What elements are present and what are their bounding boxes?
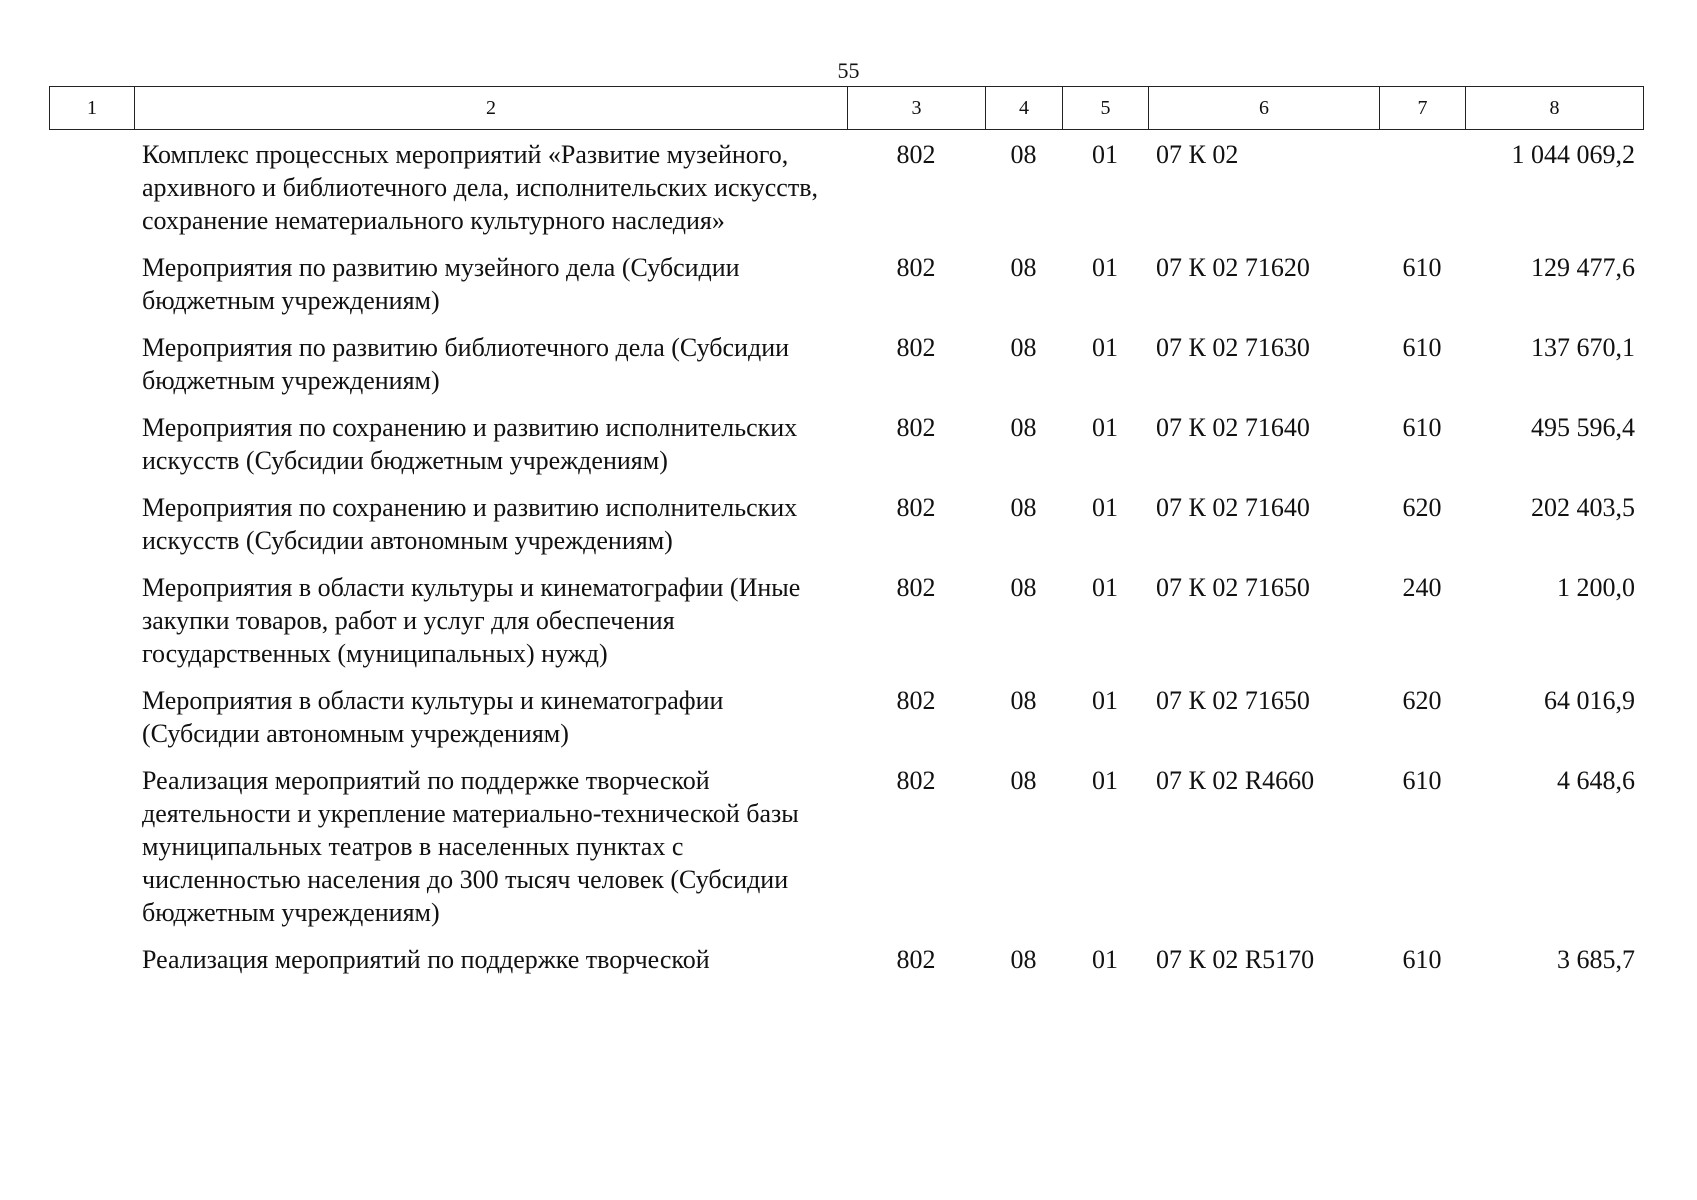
row-col1-cell bbox=[49, 764, 134, 943]
row-expense-type bbox=[1379, 138, 1465, 251]
row-amount: 3 685,7 bbox=[1557, 945, 1635, 974]
row-expense-type: 620 bbox=[1402, 493, 1442, 522]
row-col1-cell bbox=[49, 491, 134, 571]
row-subsection-code: 01 bbox=[1092, 413, 1118, 442]
row-subsection-code: 01 bbox=[1092, 493, 1118, 522]
row-amount: 1 044 069,2 bbox=[1511, 140, 1635, 169]
row-target-article: 07 К 02 R5170 bbox=[1156, 945, 1315, 974]
row-description: Мероприятия по развитию музейного дела (Субсидии бюджетным учреждениям) bbox=[142, 253, 740, 315]
row-expense-type: 610 bbox=[1402, 413, 1442, 442]
row-ministry-code: 802 bbox=[896, 140, 936, 169]
row-expense-type: 610 bbox=[1402, 253, 1442, 282]
row-target-article: 07 К 02 R4660 bbox=[1156, 766, 1315, 795]
row-expense-type: 620 bbox=[1402, 686, 1442, 715]
row-target-article: 07 К 02 71640 bbox=[1156, 493, 1310, 522]
row-description: Реализация мероприятий по поддержке творческой bbox=[142, 945, 710, 974]
row-target-article: 07 К 02 71630 bbox=[1156, 333, 1310, 362]
header-cell-6: 6 bbox=[1149, 87, 1380, 130]
header-cell-3: 3 bbox=[848, 87, 986, 130]
row-amount: 4 648,6 bbox=[1557, 766, 1635, 795]
row-section-code: 08 bbox=[1010, 766, 1037, 795]
row-amount: 495 596,4 bbox=[1531, 413, 1635, 442]
row-section-code: 08 bbox=[1010, 140, 1037, 169]
row-description: Мероприятия в области культуры и кинематографии (Иные закупки товаров, работ и услуг для обеспечения государственных (муниципальных) нужд) bbox=[142, 573, 801, 668]
row-col1-cell bbox=[49, 331, 134, 411]
budget-table-body bbox=[49, 138, 1643, 990]
table-row bbox=[49, 943, 1643, 990]
row-target-article: 07 К 02 71640 bbox=[1156, 413, 1310, 442]
row-target-article: 07 К 02 bbox=[1156, 140, 1239, 169]
row-expense-type: 610 bbox=[1402, 945, 1442, 974]
row-expense-type: 610 bbox=[1402, 333, 1442, 362]
row-amount: 137 670,1 bbox=[1531, 333, 1635, 362]
header-cell-8: 8 bbox=[1466, 87, 1644, 130]
row-description: Реализация мероприятий по поддержке творческой деятельности и укрепление материально-технической базы муниципальных театров в населенных пунктах с численностью населения до 300 тысяч человек (Субсидии бюджетным учреждениям) bbox=[142, 766, 799, 927]
row-col1-cell bbox=[49, 138, 134, 251]
header-cell-5: 5 bbox=[1063, 87, 1149, 130]
row-section-code: 08 bbox=[1010, 573, 1037, 602]
row-ministry-code: 802 bbox=[896, 945, 936, 974]
row-amount: 1 200,0 bbox=[1557, 573, 1635, 602]
row-subsection-code: 01 bbox=[1092, 945, 1118, 974]
row-section-code: 08 bbox=[1010, 333, 1037, 362]
row-description: Мероприятия по сохранению и развитию исполнительских искусств (Субсидии автономным учреждениям) bbox=[142, 493, 798, 555]
row-amount: 129 477,6 bbox=[1531, 253, 1635, 282]
row-amount: 202 403,5 bbox=[1531, 493, 1635, 522]
page-number: 55 bbox=[837, 58, 860, 83]
table-row bbox=[49, 331, 1643, 411]
row-subsection-code: 01 bbox=[1092, 573, 1118, 602]
row-ministry-code: 802 bbox=[896, 413, 936, 442]
table-row bbox=[49, 764, 1643, 943]
row-ministry-code: 802 bbox=[896, 766, 936, 795]
row-description: Мероприятия в области культуры и кинематографии (Субсидии автономным учреждениям) bbox=[142, 686, 724, 748]
row-subsection-code: 01 bbox=[1092, 140, 1118, 169]
row-target-article: 07 К 02 71620 bbox=[1156, 253, 1310, 282]
row-section-code: 08 bbox=[1010, 945, 1037, 974]
row-col1-cell bbox=[49, 684, 134, 764]
row-col1-cell bbox=[49, 571, 134, 684]
table-row bbox=[49, 138, 1643, 251]
row-target-article: 07 К 02 71650 bbox=[1156, 686, 1310, 715]
row-ministry-code: 802 bbox=[896, 333, 936, 362]
row-subsection-code: 01 bbox=[1092, 766, 1118, 795]
header-cell-7: 7 bbox=[1380, 87, 1466, 130]
row-amount: 64 016,9 bbox=[1544, 686, 1635, 715]
header-row bbox=[50, 87, 1644, 130]
table-row bbox=[49, 491, 1643, 571]
row-ministry-code: 802 bbox=[896, 686, 936, 715]
budget-table bbox=[49, 138, 1643, 990]
table-row bbox=[49, 411, 1643, 491]
row-section-code: 08 bbox=[1010, 413, 1037, 442]
row-description: Мероприятия по сохранению и развитию исполнительских искусств (Субсидии бюджетным учреждениям) bbox=[142, 413, 798, 475]
row-section-code: 08 bbox=[1010, 686, 1037, 715]
row-description: Мероприятия по развитию библиотечного дела (Субсидии бюджетным учреждениям) bbox=[142, 333, 790, 395]
row-ministry-code: 802 bbox=[896, 573, 936, 602]
table-row bbox=[49, 684, 1643, 764]
row-col1-cell bbox=[49, 411, 134, 491]
row-section-code: 08 bbox=[1010, 253, 1037, 282]
row-target-article: 07 К 02 71650 bbox=[1156, 573, 1310, 602]
header-cell-4: 4 bbox=[986, 87, 1063, 130]
row-col1-cell bbox=[49, 251, 134, 331]
row-expense-type: 240 bbox=[1402, 573, 1442, 602]
row-section-code: 08 bbox=[1010, 493, 1037, 522]
header-cell-1: 1 bbox=[50, 87, 135, 130]
row-col1-cell bbox=[49, 943, 134, 990]
table-row bbox=[49, 571, 1643, 684]
row-subsection-code: 01 bbox=[1092, 253, 1118, 282]
row-subsection-code: 01 bbox=[1092, 333, 1118, 362]
row-ministry-code: 802 bbox=[896, 253, 936, 282]
header-cell-2: 2 bbox=[135, 87, 848, 130]
column-number-header bbox=[49, 86, 1644, 130]
row-expense-type: 610 bbox=[1402, 766, 1442, 795]
row-description: Комплекс процессных мероприятий «Развитие музейного, архивного и библиотечного дела, исполнительских искусств, сохранение нематериального культурного наследия» bbox=[142, 140, 818, 235]
row-subsection-code: 01 bbox=[1092, 686, 1118, 715]
row-ministry-code: 802 bbox=[896, 493, 936, 522]
table-row bbox=[49, 251, 1643, 331]
